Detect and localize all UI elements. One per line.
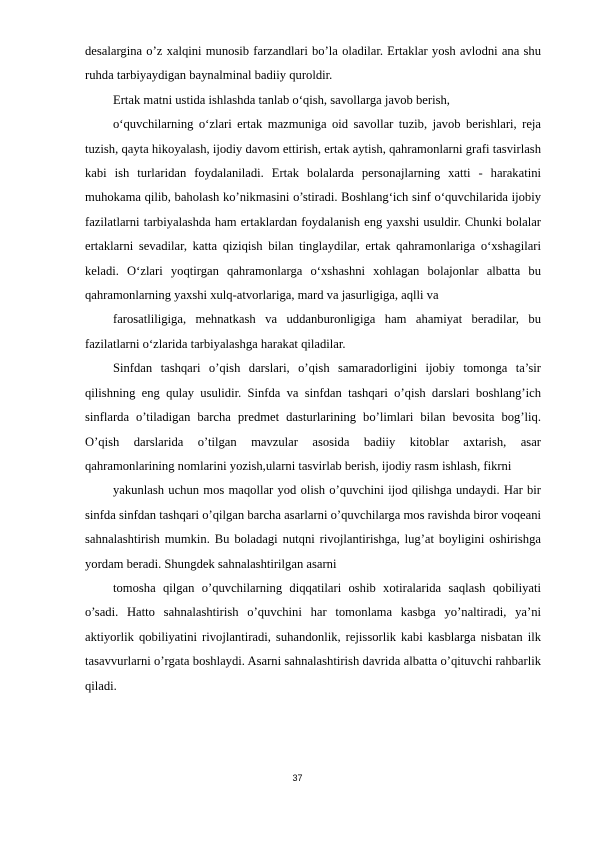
paragraph-6: yakunlash uchun mos maqollar yod olish o’quvchini ijod qilishga undaydi. Har bir sinfda sinfdan tashqari o’qilgan barcha asarlarni o’quvchilarga mos ravishda biror voqeani sahnalashtirish mumkin. Bu boladagi nutqni rivojlantirishga, lug’at boyligini oshirishga yordam beradi. Shungdek sahnalashtirilgan asarni — [85, 483, 541, 571]
paragraph-5: Sinfdan tashqari o’qish darslari, o’qish samaradorligini ijobiy tomonga ta’sir qilishning eng qulay usulidir. Sinfda va sinfdan tashqari o’qish darslari boshlang’ich sinflarda o’tiladigan barcha predmet dasturlarining bo’limlari bilan bevosita bog’liq. O’qish darslarida o’tilgan mavzular asosida badiiy kitoblar axtarish, asar qahramonlarining nomlarini yozish,ularni tasvirlab berish, ijodiy rasm ishlash, fikrni — [85, 361, 541, 473]
body-text — [85, 39, 541, 698]
paragraph-7: tomosha qilgan o’quvchilarning diqqatilari oshib xotiralarida saqlash qobiliyati o’sadi. Hatto sahnalashtirish o’quvchini har tomonlama kasbga yo’naltiradi, ya’ni aktiyorlik qobiliyatini rivojlantiradi, suhandonlik, rejissorlik kabi kasblarga nisbatan ilk tasavvurlarni o’rgata boshlaydi. Asarni sahnalashtirish davrida albatta o’qituvchi rahbarlik qiladi. — [85, 580, 541, 693]
paragraph-1: desalargina o’z xalqini munosib farzandlari bo’la oladilar. Ertaklar yosh avlodni ana shu ruhda tarbiyaydigan baynalminal badiiy quroldir. — [85, 44, 541, 83]
paragraph-2: Ertak matni ustida ishlashda tanlab o‘qish, savollarga javob berish, — [113, 92, 450, 107]
paragraph-3: o‘quvchilarning o‘zlari ertak mazmuniga oid savollar tuzib, javob berishlari, reja tuzish, qayta hikoyalash, ijodiy davom ettirish, ertak aytish, qahramonlarni grafi tasvirlash kabi ish turlaridan foydalaniladi. Ertak bolalarda personajlarning xatti - harakatini muhokama qilib, baholash ko’nikmasini o’stiradi. Boshlang‘ich sinf o‘quvchilarida ijobiy fazilatlarni tarbiyalashda ham ertaklardan foydalanish eng yaxshi usuldir. Chunki bolalar ertaklarni sevadilar, katta qiziqish bilan tinglaydilar, ertak qahramonlariga o‘xshagilari keladi. O‘zlari yoqtirgan qahramonlarga o‘xshashni xohlagan bolajonlar albatta bu qahramonlarning yaxshi xulq-atvorlariga, mard va jasurligiga, aqlli va — [85, 117, 541, 303]
paragraph-4: farosatliligiga, mehnatkash va uddanburonligiga ham ahamiyat beradilar, bu fazilatlarni o‘zlarida tarbiyalashga harakat qiladilar. — [85, 312, 541, 351]
page-number: 37 — [292, 773, 303, 783]
